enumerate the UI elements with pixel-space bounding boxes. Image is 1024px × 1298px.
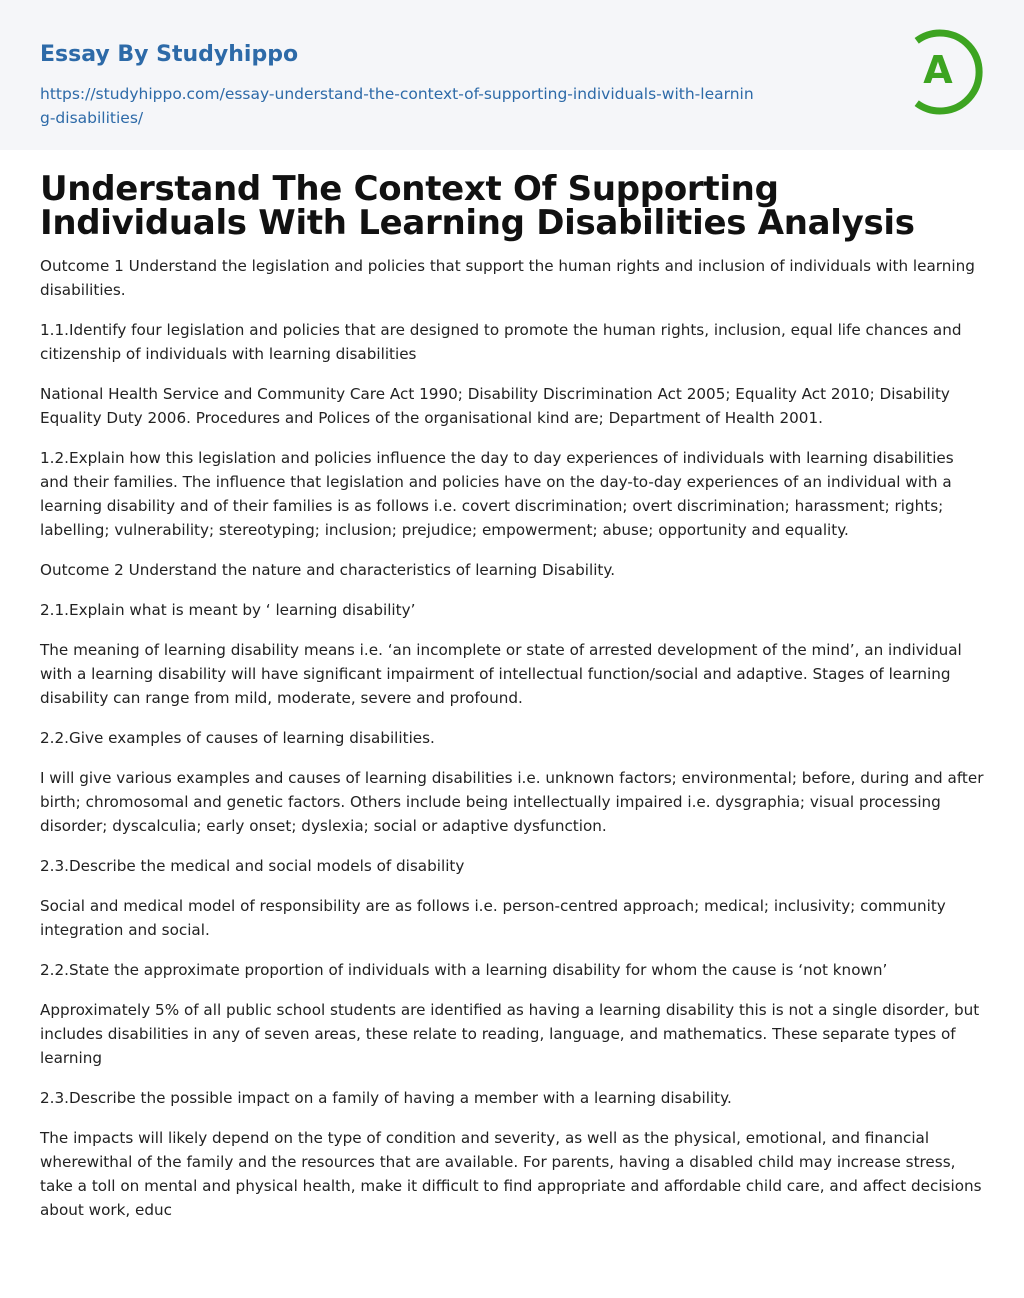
article-title: Understand The Context Of Supporting Individuals With Learning Disabilities Analysis	[40, 169, 915, 243]
page-header	[0, 0, 1024, 150]
logo-letter: A	[923, 48, 953, 92]
paragraph-2-2-answer: I will give various examples and causes of learning disabilities i.e. unknown factors; environmental; before, during and after birth; chromosomal and genetic factors. Others include being intellectually impaired i.e. dysgraphia; visual processing disorder; dyscalculia; early onset; dyslexia; social or adaptive dysfunction.	[40, 769, 984, 835]
paragraph-impact-answer: The impacts will likely depend on the type of condition and severity, as well as the physical, emotional, and financial wherewithal of the family and the resources that are available. For parents, having a disabled child may increase stress, take a toll on mental and physical health, make it difficult to find appropriate and affordable child care, and affect decisions about work, educ	[40, 1129, 982, 1219]
source-url-link[interactable]: https://studyhippo.com/essay-understand-the-context-of-supporting-individuals-with-learning-disabilities/	[40, 85, 754, 127]
paragraph-2-2-question: 2.2.Give examples of causes of learning disabilities.	[40, 729, 435, 747]
paragraph-outcome-1: Outcome 1 Understand the legislation and policies that support the human rights and inclusion of individuals with learning disabilities.	[40, 257, 975, 299]
paragraph-proportion-answer: Approximately 5% of all public school students are identified as having a learning disability this is not a single disorder, but includes disabilities in any of seven areas, these relate to reading, language, and mathematics. These separate types of learning	[40, 1001, 980, 1067]
paragraph-2-1-question: 2.1.Explain what is meant by ‘ learning disability’	[40, 601, 416, 619]
paragraph-1-1-question: 1.1.Identify four legislation and policies that are designed to promote the human rights, inclusion, equal life chances and citizenship of individuals with learning disabilities	[40, 321, 962, 363]
paragraph-2-3-question: 2.3.Describe the medical and social models of disability	[40, 857, 465, 875]
paragraph-2-1-answer: The meaning of learning disability means i.e. ‘an incomplete or state of arrested development of the mind’, an individual with a learning disability will have significant impairment of intellectual function/social and adaptive. Stages of learning disability can range from mild, moderate, severe and profound.	[40, 641, 962, 707]
paragraph-1-1-answer: National Health Service and Community Care Act 1990; Disability Discrimination Act 2005; Equality Act 2010; Disability Equality Duty 2006. Procedures and Polices of the organisational kind are; Department of Health 2001.	[40, 385, 950, 427]
paragraph-2-3-answer: Social and medical model of responsibility are as follows i.e. person-centred approach; medical; inclusivity; community integration and social.	[40, 897, 946, 939]
paragraph-impact-question: 2.3.Describe the possible impact on a family of having a member with a learning disability.	[40, 1089, 732, 1107]
paragraph-outcome-2: Outcome 2 Understand the nature and characteristics of learning Disability.	[40, 561, 616, 579]
paragraph-1-2: 1.2.Explain how this legislation and policies influence the day to day experiences of individuals with learning disabilities and their families. The influence that legislation and policies have on the day-to-day experiences of an individual with a learning disability and of their families is as follows i.e. covert discrimination; overt discrimination; harassment; rights; labelling; vulnerability; stereotyping; inclusion; prejudice; empowerment; abuse; opportunity and equality.	[40, 449, 954, 539]
article-content	[0, 169, 1024, 1222]
site-brand[interactable]: Essay By Studyhippo	[40, 42, 299, 67]
studyhippo-logo-icon[interactable]	[910, 28, 986, 116]
paragraph-proportion-question: 2.2.State the approximate proportion of individuals with a learning disability for whom the cause is ‘not known’	[40, 961, 888, 979]
